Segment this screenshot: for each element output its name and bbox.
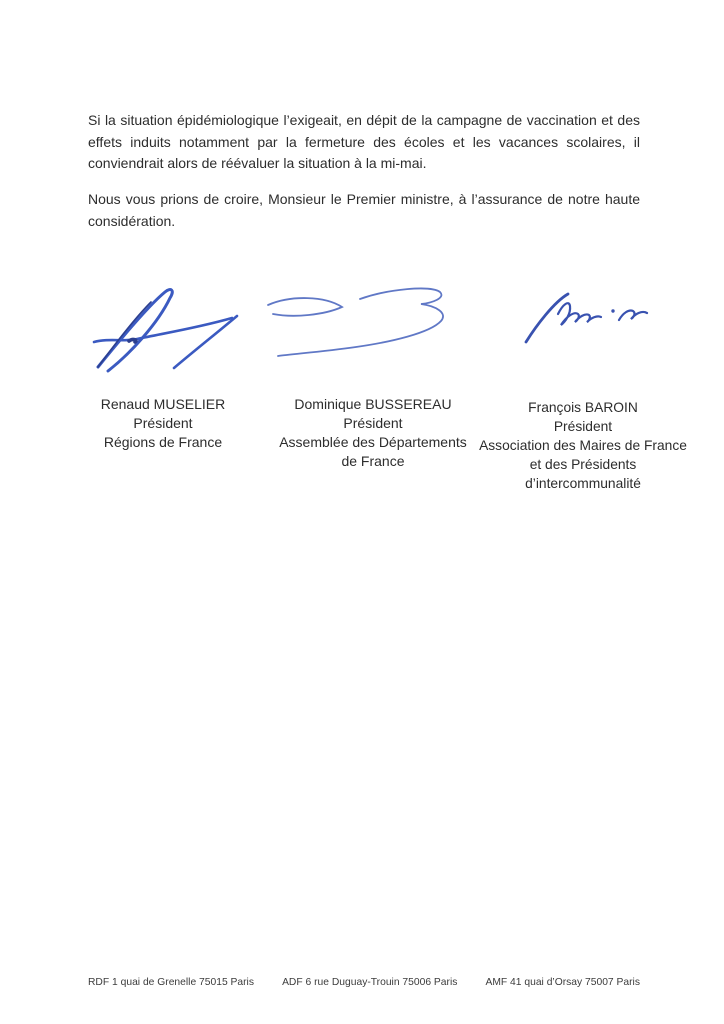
signatory-name: Renaud MUSELIER: [100, 396, 226, 412]
signatory-organization: de France: [341, 453, 405, 469]
signatory-organization: Assemblée des Départements: [279, 434, 467, 450]
signatory-title: Président: [553, 419, 613, 434]
baroin-signature-icon: [517, 291, 657, 346]
signatory-block-muselier: [78, 395, 248, 452]
footer-address-rdf: RDF 1 quai de Grenelle 75015 Paris: [88, 977, 254, 988]
signatory-name: Dominique BUSSEREAU: [294, 396, 452, 412]
signatory-block-bussereau: [273, 395, 473, 471]
bussereau-signature-icon: [263, 285, 468, 360]
paragraph-epidemiological-situation: Si la situation épidémiologique l’exigeait, en dépit de la campagne de vaccination et des effets induits notamment par la fermeture des écoles et les vacances scolaires, il conviendrait alors de réévaluer la situation à la mi-mai.: [88, 112, 640, 172]
footer-address-adf: ADF 6 rue Duguay-Trouin 75006 Paris: [282, 977, 458, 988]
signatory-title: Président: [133, 415, 193, 431]
signatory-title: Président: [343, 415, 403, 431]
signatory-organization: et des Présidents: [529, 457, 637, 472]
letter-body: [88, 110, 640, 247]
signatory-organization: d’intercommunalité: [525, 476, 641, 491]
paragraph-closing-salutation: Nous vous prions de croire, Monsieur le Premier ministre, à l’assurance de notre haute considération.: [88, 191, 640, 229]
muselier-signature-icon: [85, 278, 255, 373]
signatory-block-baroin: [471, 398, 695, 493]
footer-addresses: [88, 977, 640, 988]
footer-address-amf: AMF 41 quai d’Orsay 75007 Paris: [485, 977, 640, 988]
signatory-organization: Association des Maires de France: [479, 438, 687, 453]
signatory-name: François BAROIN: [528, 400, 638, 415]
signatory-organization: Régions de France: [103, 434, 223, 450]
